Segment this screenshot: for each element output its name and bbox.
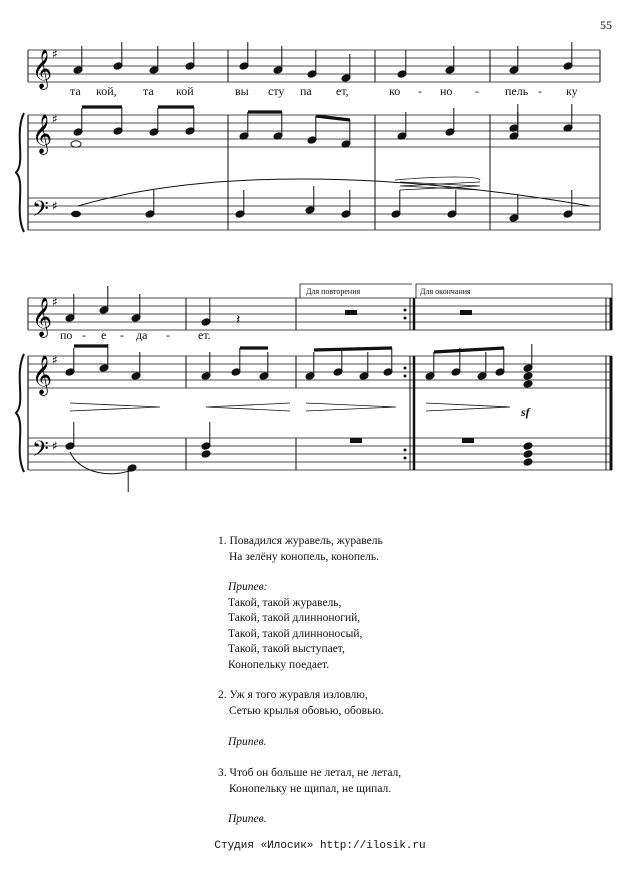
slur [78, 179, 590, 206]
verse-line: 3. Чтоб он больше не летал, не летал, [218, 767, 402, 779]
verse-2 [218, 688, 384, 719]
refrain-line: Такой, такой длинноногий, [228, 612, 361, 624]
refrain [228, 580, 362, 673]
lyric-syllable: сту [268, 84, 285, 98]
key-signature: ♯ [52, 112, 58, 126]
repeat-dot [404, 449, 407, 452]
whole-rest [460, 310, 472, 315]
diminuendo-hairpin [70, 403, 160, 411]
beam [434, 348, 504, 352]
verse-1 [218, 534, 383, 565]
repeat-dot [404, 375, 407, 378]
lyric-syllable: па [300, 84, 312, 98]
notehead-half [71, 141, 81, 147]
refrain-title: Припев. [228, 736, 267, 748]
beam [314, 348, 392, 350]
bass-clef: 𝄢 [32, 197, 49, 227]
treble-clef: 𝄞 [32, 355, 53, 395]
key-signature: ♯ [52, 439, 58, 453]
lyric-syllable: по [60, 328, 73, 342]
refrain-line: Такой, такой журавель, [228, 596, 342, 609]
lyric-hyphen: - [166, 328, 170, 342]
lyric-syllable: е [101, 328, 107, 342]
crescendo-hairpin [206, 403, 290, 411]
repeat-dot [404, 457, 407, 460]
lyric-syllable: ет. [198, 328, 211, 342]
key-signature: ♯ [52, 353, 58, 367]
lyric-syllable: кой, [96, 84, 117, 98]
lyric-hyphen: - [538, 84, 542, 98]
verse-line: На зелёну конопель, конопель. [229, 550, 379, 563]
verse-3 [218, 766, 401, 797]
beam [316, 116, 350, 120]
whole-rest [462, 438, 474, 443]
lyric-hyphen: - [82, 328, 86, 342]
lyric-syllable: ку [566, 84, 578, 98]
lyric-hyphen: - [475, 84, 479, 98]
lyric-hyphen: - [418, 84, 422, 98]
brace [16, 113, 24, 232]
repeat-dot [404, 367, 407, 370]
volta-label-2: Для окончания [420, 287, 471, 296]
refrain-line: Такой, такой выступает, [228, 643, 345, 655]
refrain-title: Припев: [228, 581, 268, 593]
lyric-syllable: да [136, 328, 148, 342]
key-signature: ♯ [52, 47, 58, 61]
verse-line: Сетью крылья обовью, обовью. [229, 704, 384, 717]
refrain-line: Конопельку поедает. [228, 658, 330, 671]
notehead [523, 450, 533, 459]
lyric-syllable: ко [389, 84, 401, 98]
footer-credit: Студия «Илосик» http://ilosik.ru [214, 840, 426, 852]
diminuendo-hairpin [306, 403, 396, 411]
score-system-1 [16, 42, 600, 232]
lyric-syllable: ет, [336, 84, 349, 98]
dynamic-marking: sf [521, 405, 530, 419]
brace [16, 354, 24, 472]
treble-clef: 𝄞 [32, 49, 53, 89]
refrain-reference-3 [228, 812, 267, 828]
repeat-dot [404, 317, 407, 320]
page-number: 55 [600, 18, 612, 32]
refrain-title: Припев. [228, 813, 267, 825]
key-signature: ♯ [52, 199, 58, 213]
tie [395, 177, 480, 180]
notehead [523, 372, 533, 381]
verse-line: 2. Уж я того журавля изловлю, [218, 689, 368, 701]
notehead [201, 450, 211, 459]
notehead [523, 458, 533, 467]
lyric-syllable: та [143, 84, 154, 98]
verse-line: Конопельку не щипал, не щипал. [229, 782, 392, 795]
whole-rest [345, 310, 357, 315]
whole-rest [350, 438, 362, 443]
lyric-syllable: та [70, 84, 81, 98]
lyric-syllable: вы [235, 84, 249, 98]
repeat-dot [404, 309, 407, 312]
notehead [523, 442, 533, 451]
notehead [71, 211, 81, 217]
score-system-2 [16, 284, 612, 492]
volta-label-1: Для повторения [306, 287, 361, 296]
lyric-hyphen: - [120, 328, 124, 342]
refrain-reference-2 [228, 735, 267, 751]
bass-clef: 𝄢 [32, 437, 49, 467]
treble-clef: 𝄞 [32, 297, 53, 337]
notehead [523, 380, 533, 389]
quarter-rest: 𝄽 [236, 312, 241, 328]
diminuendo-hairpin [426, 403, 510, 411]
slur [70, 452, 132, 474]
verse-line: 1. Повадился журавель, журавель [218, 535, 383, 547]
lyric-syllable: пель [505, 84, 529, 98]
lyric-syllable: кой [176, 84, 194, 98]
key-signature: ♯ [52, 295, 58, 309]
treble-clef: 𝄞 [32, 114, 53, 154]
lyric-syllable: но [440, 84, 453, 98]
refrain-line: Такой, такой длинноносый, [228, 627, 363, 640]
